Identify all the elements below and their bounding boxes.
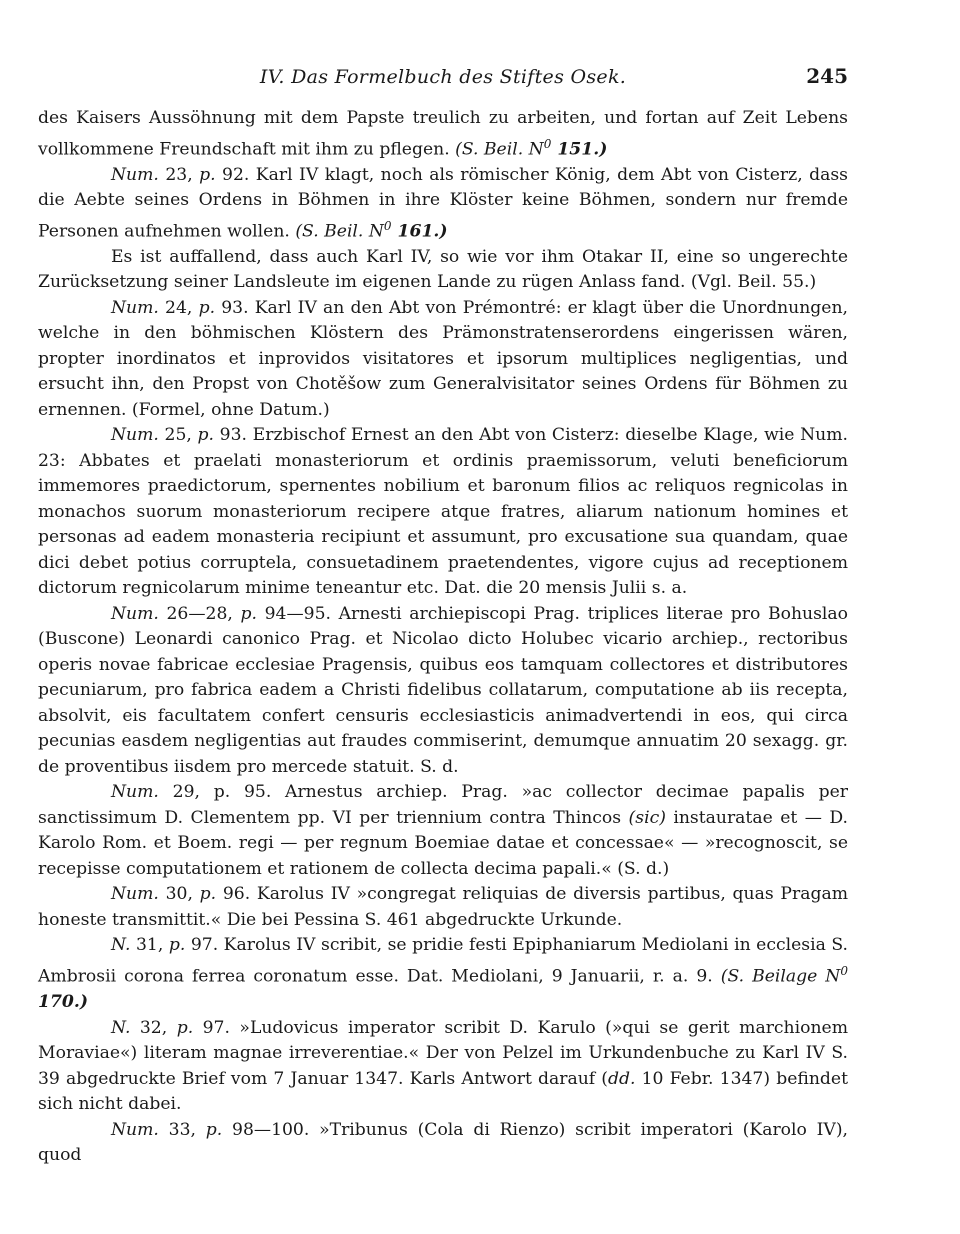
text-run: 94—95. Arnesti archiepiscopi Prag. triplices literae pro Bohuslao (Buscone) Leonardi canonico Prag. et Nicolao dicto Holubec vicario archiep., rectoribus operis novae fabricae ecclesiae Pragensis, quibus eos tamquam collectores et distributores pecuniarum, pro fabrica eadem a Christi fidelibus collatarum, computatione ab iis recepta, absolvit, eis facultatem confert censuris ecclesiasticis animadvertendi in eos, qui circa pecunias easdem negligentias aut fraudes commiserint, demumque annuatim 20 sexagg. gr. de proventibus iisdem pro mercede statuit. S. d. <box>38 603 848 777</box>
paragraph <box>38 933 848 1015</box>
text-run: des Kaisers Aussöhnung mit dem Papste treulich zu arbeiten, und fortan auf Zeit Lebens vollkommene Freundschaft mit ihm zu pflegen. <box>38 108 848 160</box>
text-run: p. <box>199 884 217 905</box>
text-run: (S. Beilage N <box>720 966 841 987</box>
paragraph <box>38 1118 848 1169</box>
text-run: instauratae et — D. Karolo Rom. et Boem. regi — per regnum Boemiae datae et concessae« — »recognoscit, se recepisse computationem et rationem de collecta decima papali.« (S. d.) <box>38 807 848 879</box>
text-run: 24, <box>158 297 199 318</box>
paragraph <box>38 163 848 245</box>
text-run: Num. <box>111 884 159 905</box>
text-run: 97. Karolus IV scribit, se pridie festi Epiphaniarum Mediolani in ecclesia S. Ambrosii corona ferrea coronatum esse. Dat. Mediolani, 9 Januarii, r. a. 9. <box>38 935 848 987</box>
text-run: (S. Beil. N <box>295 221 384 242</box>
running-title: IV. Das Formelbuch des Stiftes Osek. <box>259 66 627 88</box>
text-run: 30, <box>158 884 200 905</box>
text-run: 10 Febr. 1347) befindet sich nicht dabei. <box>38 1068 848 1115</box>
text-run: Num. <box>111 782 159 803</box>
body-text <box>38 106 848 1169</box>
paragraph <box>38 106 848 163</box>
text-run: 33, <box>158 1119 206 1140</box>
paragraph <box>38 245 848 296</box>
text-run: p. <box>176 1017 194 1038</box>
text-run: p. <box>205 1119 223 1140</box>
text-run: 0 <box>383 218 392 233</box>
text-run: 32, <box>130 1017 177 1038</box>
text-run: 0 <box>840 963 848 978</box>
text-run: Num. <box>111 1119 159 1140</box>
text-run: 98—100. »Tribunus (Cola di Rienzo) scribit imperatori (Karolo IV), quod <box>38 1119 849 1166</box>
page-number: 245 <box>806 64 848 88</box>
text-run: 25, <box>158 425 198 446</box>
text-run: (S. Beil. N <box>455 139 544 160</box>
text-run: 161.) <box>391 221 448 242</box>
text-run: 0 <box>543 136 552 151</box>
text-run: Num. <box>111 297 159 318</box>
text-run: 29, p. 95. Arnestus archiep. Prag. »ac collector decimae papalis per sanctissimum D. Clementem pp. VI per triennium contra Thincos <box>38 782 848 828</box>
paragraph <box>38 423 848 602</box>
text-run: dd. <box>608 1068 636 1089</box>
text-run: (sic) <box>628 807 666 828</box>
text-run: 93. Erzbischof Ernest an den Abt von Cisterz: dieselbe Klage, wie Num. 23: Abbates et praelati monasteriorum et ordinis praemissorum, veluti beneficiorum immemores praedictorum, spernentes nobilium et baronum filios ac reliquos regnicolas in monachos suorum monasteriorum recipere atque fratres, aliarum nationum homines et personas ad eadem monasteria recipiunt et assumunt, pro excusatione sua quandam, quae dici debet potius corruptela, consuetadinem praetendentes, vigore cujus ad receptionem dictorum regnicolarum minime teneantur etc. Dat. die 20 mensis Julii s. a. <box>38 425 849 599</box>
text-run: p. <box>168 935 186 956</box>
text-run: 151.) <box>551 139 608 160</box>
text-run: Num. <box>111 425 159 446</box>
text-run: p. <box>240 603 257 624</box>
text-run: p. <box>198 297 216 318</box>
text-run: Num. <box>111 164 159 185</box>
paragraph <box>38 1016 848 1118</box>
page-header <box>38 66 848 96</box>
text-run: p. <box>197 425 215 446</box>
text-run: 23, <box>158 164 200 185</box>
text-run: 26—28, <box>158 603 241 624</box>
paragraph <box>38 296 848 424</box>
paragraph <box>38 780 848 882</box>
text-run: 170.) <box>38 992 88 1013</box>
text-run: 93. Karl IV an den Abt von Prémontré: er klagt über die Unordnungen, welche in den böhmischen Klöstern des Prämonstratenserordens eingerissen wären, propter inordinatos et inprovidos visitatores et ipsorum multiplices negligentias, und ersucht ihn, den Propst von Chotěšow zum Generalvisitator seines Ordens für Böhmen zu ernennen. (Formel, ohne Datum.) <box>38 297 848 420</box>
text-run: 97. »Ludovicus imperator scribit D. Karulo (»qui se gerit marchionem Moraviae«) literam magnae irreverentiae.« Der von Pelzel im Urkundenbuche zu Karl IV S. 39 abgedruckte Brief vom 7 Januar 1347. Karls Antwort darauf ( <box>38 1017 848 1089</box>
text-run: 96. Karolus IV »congregat reliquias de diversis partibus, quas Pragam honeste transmittit.« Die bei Pessina S. 461 abgedruckte Urkunde. <box>38 884 848 930</box>
text-run: 31, <box>130 935 169 956</box>
paragraph <box>38 882 848 933</box>
text-run: N. <box>111 1017 131 1038</box>
text-run: Es ist auffallend, dass auch Karl IV, so wie vor ihm Otakar II, eine so ungerechte Zurücksetzung seiner Landsleute im eigenen Lande zu rügen Anlass fand. (Vgl. Beil. 55.) <box>38 246 848 293</box>
text-run: Num. <box>111 603 159 624</box>
text-run: 92. Karl IV klagt, noch als römischer König, dem Abt von Cisterz, dass die Aebte seines Ordens in Böhmen in ihre Klöster keine Böhmen, sondern nur fremde Personen aufnehmen wollen. <box>38 164 849 242</box>
text-run: p. <box>199 164 216 185</box>
text-run: N. <box>111 935 131 956</box>
paragraph <box>38 602 848 781</box>
